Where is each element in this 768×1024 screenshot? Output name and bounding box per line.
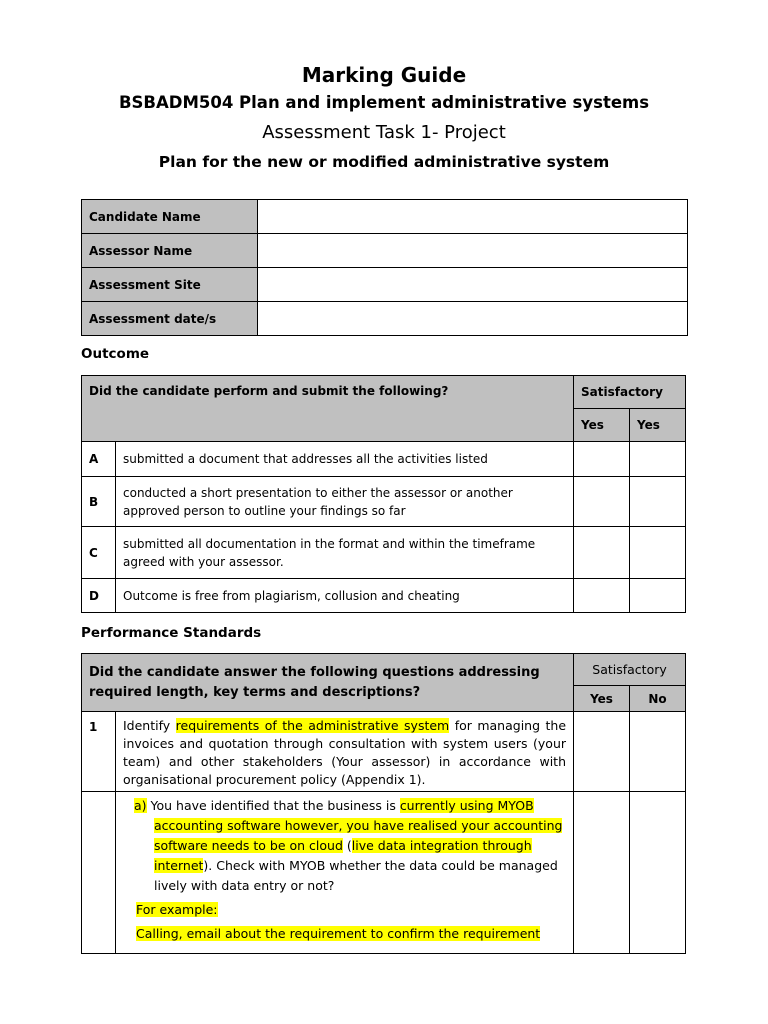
outcome-table <box>81 375 686 613</box>
assessor-name-row <box>82 234 688 268</box>
outcome-row-text: submitted a document that addresses all the activities listed <box>116 442 574 477</box>
highlight-requirements: requirements of the administrative system <box>175 718 450 733</box>
outcome-satisfactory-header: Satisfactory <box>574 376 686 409</box>
outcome-yes-cell[interactable] <box>574 579 630 613</box>
outcome-yes2-cell[interactable] <box>630 442 686 477</box>
outcome-yes-header: Yes <box>574 409 630 442</box>
unit-title: BSBADM504 Plan and implement administrative systems <box>118 93 650 112</box>
assessment-site-label: Assessment Site <box>82 268 258 302</box>
performance-yes-cell[interactable] <box>574 712 630 792</box>
assessor-name-label: Assessor Name <box>82 234 258 268</box>
candidate-name-row <box>82 200 688 234</box>
outcome-heading: Outcome <box>81 346 150 362</box>
outcome-yes2-cell[interactable] <box>630 579 686 613</box>
performance-no-header: No <box>630 686 686 712</box>
outcome-row-c <box>82 527 686 579</box>
performance-sub-question: a) You have identified that the business is currently using MYOB accounting software however, you have realised your accounting software needs to be on cloud (live data integration through internet). Check with MYOB whether the data could be managed lively with data entry or not? For example: Calling, email about the requirement to confirm the requirement <box>116 792 574 954</box>
example-label: For example: <box>136 902 218 917</box>
candidate-info-table <box>81 199 688 336</box>
outcome-row-id: C <box>82 527 116 579</box>
sub-marker: a) <box>134 798 147 813</box>
outcome-yes-cell[interactable] <box>574 477 630 527</box>
outcome-row-id: A <box>82 442 116 477</box>
task-title: Assessment Task 1- Project <box>262 122 506 143</box>
performance-no-cell[interactable] <box>630 792 686 954</box>
outcome-row-text: conducted a short presentation to either the assessor or another approved person to outline your findings so far <box>116 477 574 527</box>
performance-row-1 <box>82 712 686 792</box>
outcome-yes-cell[interactable] <box>574 527 630 579</box>
assessor-name-field[interactable] <box>258 234 688 268</box>
performance-row-1a <box>82 792 686 954</box>
performance-row-text: Identify requirements of the administrative system for managing the invoices and quotation through consultation with system users (your team) and other stakeholders (Your assessor) in accordance with organisational procurement policy (Appendix 1). <box>116 712 574 792</box>
performance-satisfactory-header: Satisfactory <box>574 654 686 686</box>
performance-row-id: 1 <box>82 712 116 792</box>
assessment-date-row <box>82 302 688 336</box>
outcome-question: Did the candidate perform and submit the following? <box>82 376 574 442</box>
outcome-row-text: submitted all documentation in the format and within the timeframe agreed with your assessor. <box>116 527 574 579</box>
performance-no-cell[interactable] <box>630 712 686 792</box>
performance-standards-heading: Performance Standards <box>81 625 262 641</box>
candidate-name-label: Candidate Name <box>82 200 258 234</box>
task-subtitle: Plan for the new or modified administrative system <box>158 153 610 171</box>
assessment-date-label: Assessment date/s <box>82 302 258 336</box>
outcome-yes-cell[interactable] <box>574 442 630 477</box>
outcome-yes-header-2: Yes <box>630 409 686 442</box>
outcome-row-b <box>82 477 686 527</box>
outcome-row-id: D <box>82 579 116 613</box>
assessment-date-field[interactable] <box>258 302 688 336</box>
assessment-site-field[interactable] <box>258 268 688 302</box>
outcome-yes2-cell[interactable] <box>630 527 686 579</box>
performance-yes-header: Yes <box>574 686 630 712</box>
performance-row-id-empty <box>82 792 116 954</box>
outcome-row-text: Outcome is free from plagiarism, collusion and cheating <box>116 579 574 613</box>
outcome-yes2-cell[interactable] <box>630 477 686 527</box>
performance-standards-table <box>81 653 686 954</box>
candidate-name-field[interactable] <box>258 200 688 234</box>
assessment-site-row <box>82 268 688 302</box>
performance-question: Did the candidate answer the following questions addressing required length, key terms and descriptions? <box>82 654 574 712</box>
outcome-row-id: B <box>82 477 116 527</box>
outcome-row-a <box>82 442 686 477</box>
example-text: Calling, email about the requirement to confirm the requirement <box>136 926 541 941</box>
outcome-row-d <box>82 579 686 613</box>
performance-yes-cell[interactable] <box>574 792 630 954</box>
document-title: Marking Guide <box>301 63 467 87</box>
